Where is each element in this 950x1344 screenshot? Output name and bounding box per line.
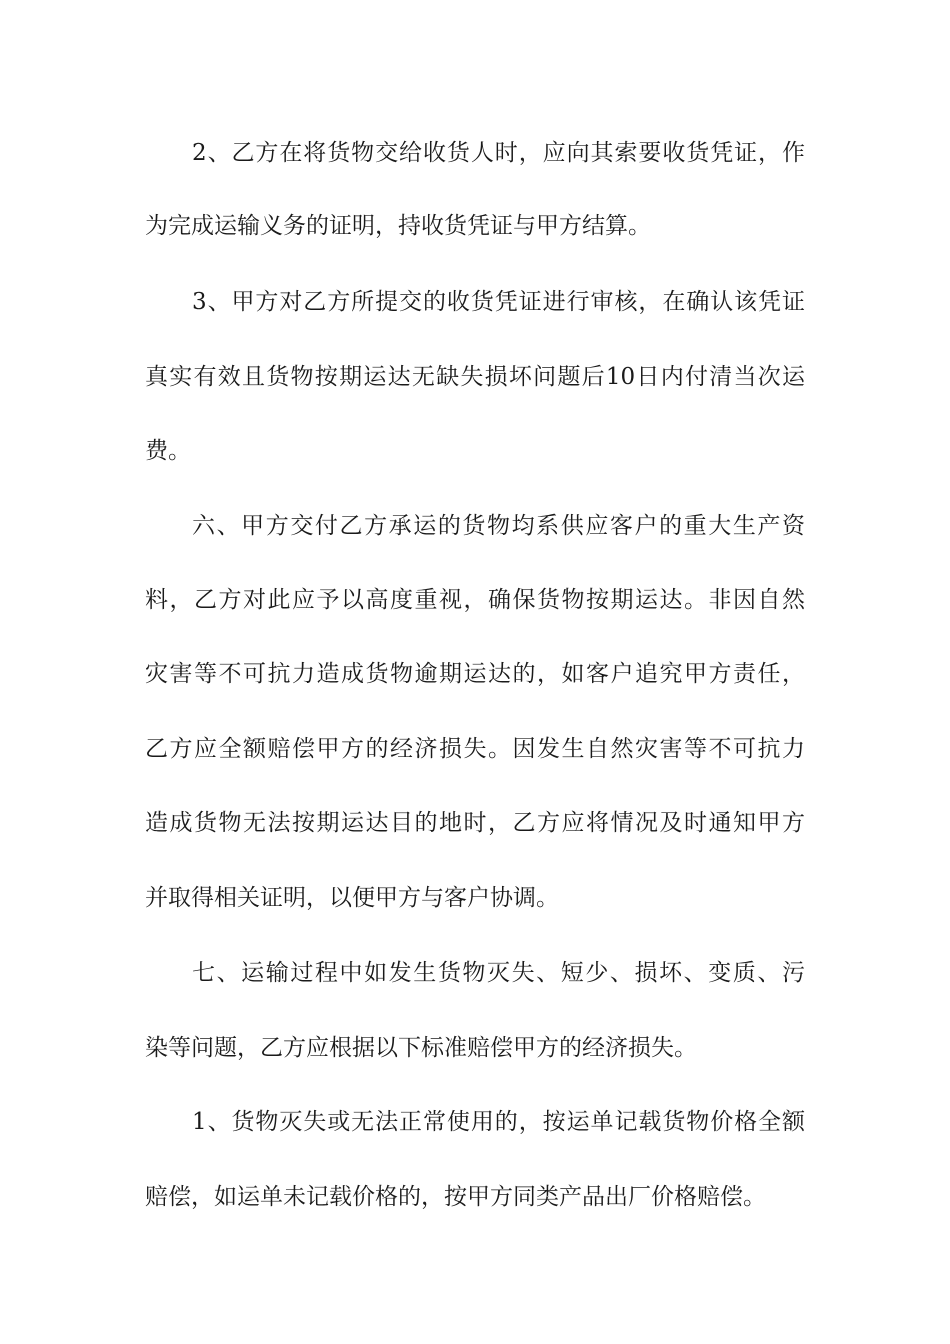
paragraph-line: 费。: [145, 438, 191, 464]
paragraph-line: 造成货物无法按期运达目的地时，乙方应将情况及时通知甲方: [145, 810, 805, 836]
paragraph-line: 六、甲方交付乙方承运的货物均系供应客户的重大生产资: [192, 513, 805, 539]
paragraph-line: 七、运输过程中如发生货物灭失、短少、损坏、变质、污: [192, 960, 805, 986]
paragraph-line: 3、甲方对乙方所提交的收货凭证进行审核，在确认该凭证: [192, 289, 805, 315]
paragraph-line: 乙方应全额赔偿甲方的经济损失。因发生自然灾害等不可抗力: [145, 736, 805, 762]
paragraph-line: 为完成运输义务的证明，持收货凭证与甲方结算。: [145, 213, 651, 239]
paragraph-line: 2、乙方在将货物交给收货人时，应向其索要收货凭证，作: [192, 140, 805, 166]
paragraph-line: 赔偿，如运单未记载价格的，按甲方同类产品出厂价格赔偿。: [145, 1184, 766, 1210]
paragraph-line: 灾害等不可抗力造成货物逾期运达的，如客户追究甲方责任，: [145, 661, 805, 687]
paragraph-line: 1、货物灭失或无法正常使用的，按运单记载货物价格全额: [192, 1109, 805, 1135]
paragraph-line: 染等问题，乙方应根据以下标准赔偿甲方的经济损失。: [145, 1035, 697, 1061]
paragraph-line: 并取得相关证明，以便甲方与客户协调。: [145, 885, 559, 911]
paragraph-line: 料，乙方对此应予以高度重视，确保货物按期运达。非因自然: [145, 587, 805, 613]
paragraph-line: 真实有效且货物按期运达无缺失损坏问题后10日内付清当次运: [145, 364, 805, 390]
